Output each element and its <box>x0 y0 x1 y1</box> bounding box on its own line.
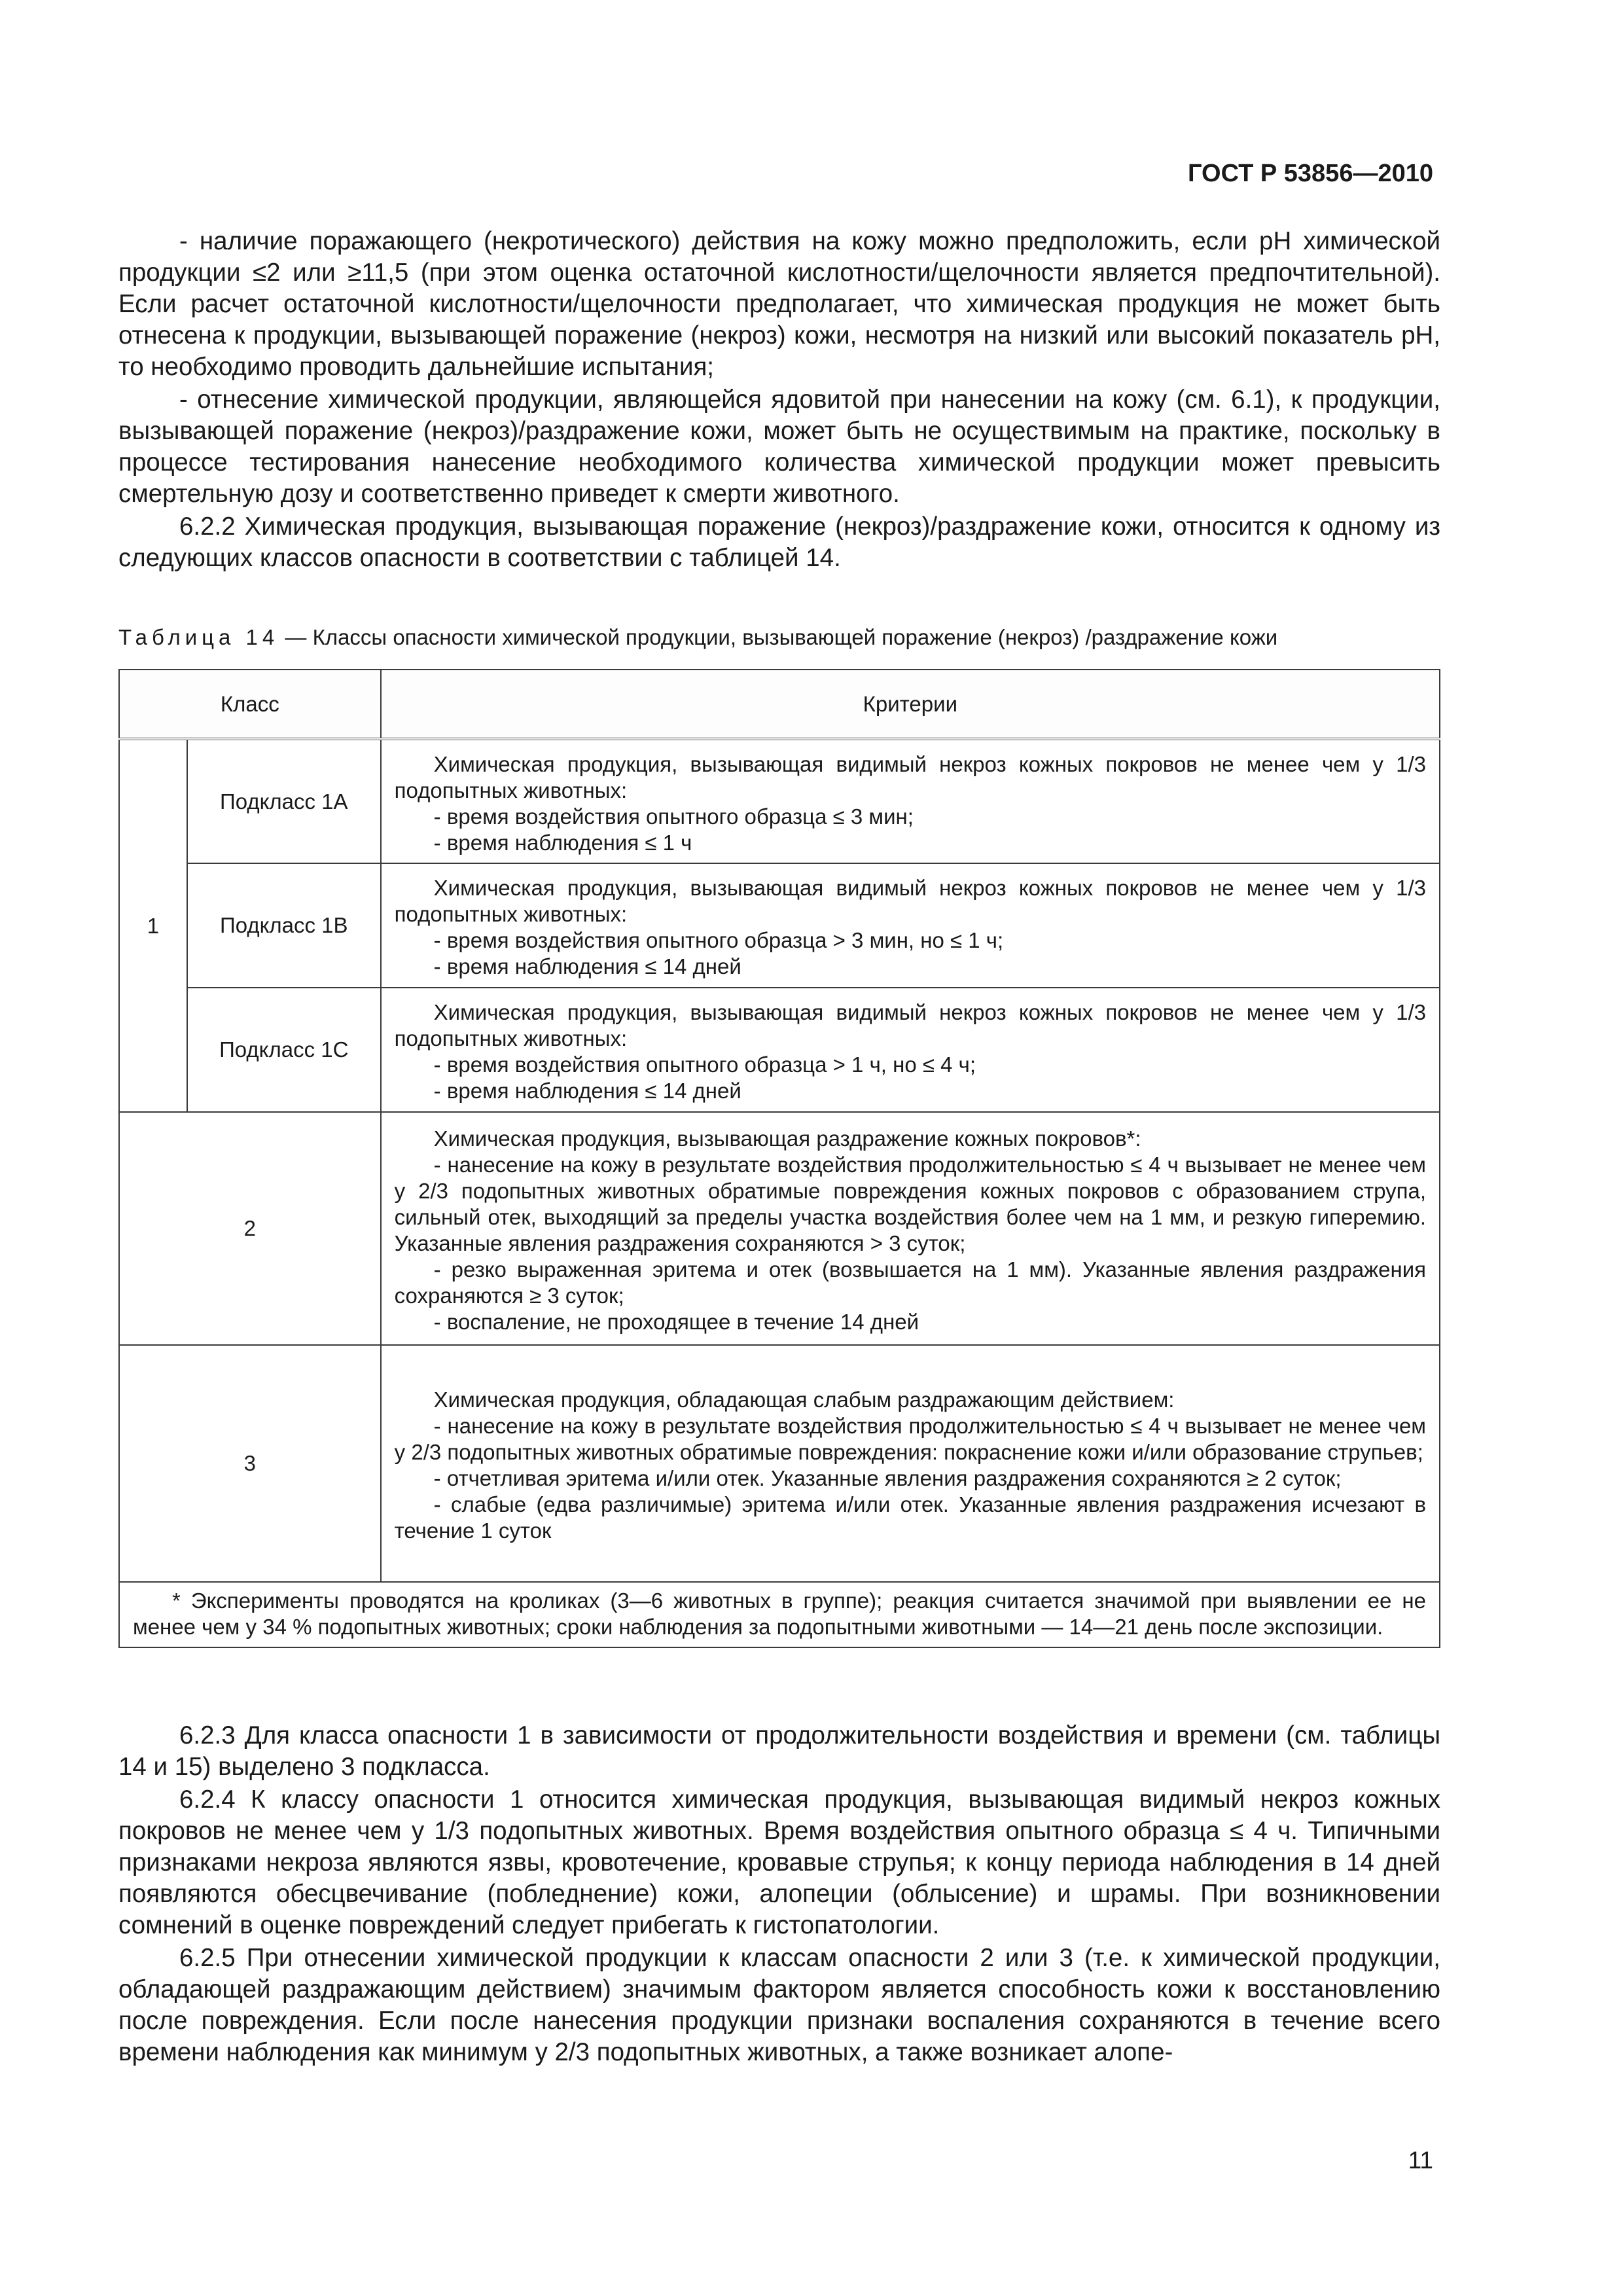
table-footnote-row <box>119 1582 1440 1647</box>
page-number: 11 <box>1408 2147 1433 2174</box>
subclass-1c: Подкласс 1С <box>187 988 381 1112</box>
criteria-1c <box>381 988 1440 1112</box>
table-row <box>119 1345 1440 1582</box>
paragraph: 6.2.5 При отнесении химической продукции к классам опасности 2 или 3 (т.е. к химической продукции, обладающей раздражающим действием) значимым фактором является способность кожи к восстановлению после повреждения. Если после нанесения продукции признаки воспаления сохраняются в течение всего времени наблюдения как минимум у 2/3 подопытных животных, а также возникает алопе- <box>118 1944 1440 2066</box>
criteria-line: Химическая продукция, вызывающая видимый некроз кожных покровов не менее чем у 1/3 подопытных животных: <box>394 1000 1426 1050</box>
subclass-1b: Подкласс 1В <box>187 863 381 988</box>
criteria-line: - время наблюдения ≤ 14 дней <box>433 954 741 978</box>
table-caption <box>118 625 1277 650</box>
criteria-line: - время наблюдения ≤ 14 дней <box>433 1079 741 1103</box>
footnote-text: * Эксперименты проводятся на кроликах (3—6 животных в группе); реакция считается значимой при выявлении ее не менее чем у 34 % подопытных животных; сроки наблюдения за подопытными животными — 14—21 день после экспозиции. <box>133 1588 1426 1639</box>
paragraph: 6.2.4 К классу опасности 1 относится химическая продукция, вызывающая видимый некроз кожных покровов не менее чем у 1/3 подопытных животных. Время воздействия опытного образца ≤ 4 ч. Типичными признаками некроза являются язвы, кровотечение, кровавые струпья; к концу периода наблюдения в 14 дней появляются обесцвечивание (побледнение) кожи, алопеции (облысение) и шрамы. При возникновении сомнений в оценке повреждений следует прибегать к гистопатологии. <box>118 1785 1440 1939</box>
criteria-line: Химическая продукция, вызывающая видимый некроз кожных покровов не менее чем у 1/3 подопытных животных: <box>394 751 1426 802</box>
criteria-line: - время наблюдения ≤ 1 ч <box>433 830 692 855</box>
criteria-line: Химическая продукция, вызывающая раздражение кожных покровов*: <box>433 1126 1141 1151</box>
subclass-1a: Подкласс 1А <box>187 739 381 863</box>
table-row <box>119 739 1440 863</box>
class-1-cell: 1 <box>119 739 187 1112</box>
paragraph: - наличие поражающего (некротического) действия на кожу можно предположить, если pH химической продукции ≤2 или ≥11,5 (при этом оценка остаточной кислотности/щелочности является предпочтительной). Если расчет остаточной кислотности/щелочности предполагает, что химическая продукция не может быть отнесена к продукции, вызывающей поражение (некроз) кожи, несмотря на низкий или высокий показатель pH, то необходимо проводить дальнейшие испытания; <box>118 227 1440 381</box>
criteria-line: - слабые (едва различимые) эритема и/или отек. Указанные явления раздражения исчезают в течение 1 суток <box>394 1492 1426 1543</box>
table-caption-text: — Классы опасности химической продукции, вызывающей поражение (некроз) /раздражение кожи <box>279 625 1278 649</box>
criteria-3 <box>381 1345 1440 1582</box>
criteria-line: - время воздействия опытного образца > 1 ч, но ≤ 4 ч; <box>433 1052 976 1077</box>
header-class: Класс <box>119 670 381 739</box>
criteria-line: - время воздействия опытного образца ≤ 3 мин; <box>433 804 914 829</box>
document-code: ГОСТ Р 53856—2010 <box>1188 160 1433 187</box>
header-criteria: Критерии <box>381 670 1440 739</box>
criteria-1b <box>381 863 1440 988</box>
table-row <box>119 988 1440 1112</box>
table-row <box>119 863 1440 988</box>
criteria-line: - отчетливая эритема и/или отек. Указанные явления раздражения сохраняются ≥ 2 суток; <box>433 1466 1342 1490</box>
criteria-line: - нанесение на кожу в результате воздействия продолжительностью ≤ 4 ч вызывает не менее чем у 2/3 подопытных животных обратимые повреждения кожных покровов с образованием струпа, сильный отек, выходящий за пределы участка воздействия более чем на 1 мм, и резкую гиперемию. Указанные явления раздражения сохраняются > 3 суток; <box>394 1153 1426 1255</box>
body-text <box>118 1720 1440 2070</box>
paragraph: 6.2.3 Для класса опасности 1 в зависимости от продолжительности воздействия и времени (см. таблицы 14 и 15) выделено 3 подкласса. <box>118 1721 1440 1781</box>
table-row <box>119 1112 1440 1345</box>
class-2-cell: 2 <box>119 1112 381 1345</box>
table-caption-prefix: Таблица 14 <box>118 625 279 649</box>
class-3-cell: 3 <box>119 1345 381 1582</box>
criteria-line: Химическая продукция, вызывающая видимый некроз кожных покровов не менее чем у 1/3 подопытных животных: <box>394 876 1426 926</box>
intro-text <box>118 226 1440 575</box>
criteria-1a <box>381 739 1440 863</box>
table-footnote <box>119 1582 1440 1647</box>
criteria-line: Химическая продукция, обладающая слабым раздражающим действием: <box>433 1388 1175 1412</box>
table-header-row <box>119 670 1440 739</box>
criteria-line: - резко выраженная эритема и отек (возвышается на 1 мм). Указанные явления раздражения сохраняются ≥ 3 суток; <box>394 1257 1426 1308</box>
criteria-line: - время воздействия опытного образца > 3 мин, но ≤ 1 ч; <box>433 928 1004 952</box>
criteria-line: - воспаление, не проходящее в течение 14 дней <box>433 1310 919 1334</box>
criteria-line: - нанесение на кожу в результате воздействия продолжительностью ≤ 4 ч вызывает не менее чем у 2/3 подопытных животных обратимые повреждения: покраснение кожи и/или образование струпьев; <box>394 1414 1426 1464</box>
hazard-class-table <box>118 669 1440 1648</box>
paragraph: - отнесение химической продукции, являющейся ядовитой при нанесении на кожу (см. 6.1), к продукции, вызывающей поражение (некроз)/раздражение кожи, может быть не осуществимым на практике, поскольку в процессе тестирования нанесение необходимого количества химической продукции может превысить смертельную дозу и соответственно приведет к смерти животного. <box>118 386 1440 508</box>
paragraph: 6.2.2 Химическая продукция, вызывающая поражение (некроз)/раздражение кожи, относится к одному из следующих классов опасности в соответствии с таблицей 14. <box>118 512 1440 572</box>
criteria-2 <box>381 1112 1440 1345</box>
